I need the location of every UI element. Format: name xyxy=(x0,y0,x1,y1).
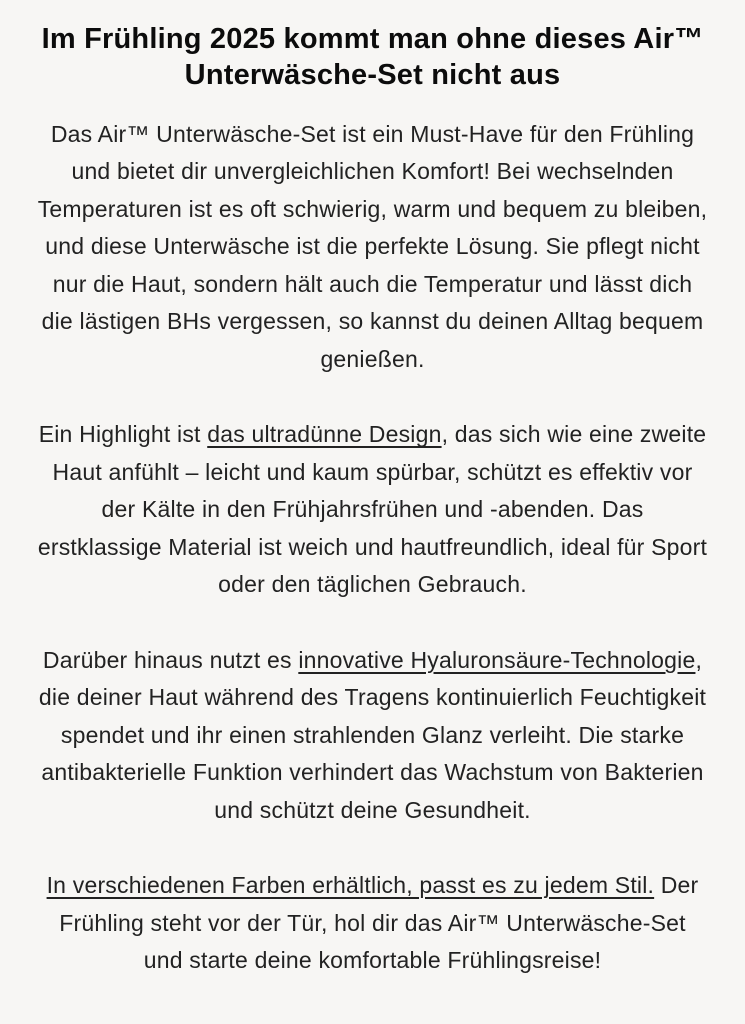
text-segment: Das Air™ Unterwäsche-Set ist ein Must-Have für den Frühling und bietet dir unvergleichlichen Komfort! Bei wechselnden Temperaturen ist es oft schwierig, warm und bequem zu bleiben, und diese Unterwäsche ist die perfekte Lösung. Sie pflegt nicht nur die Haut, sondern hält auch die Temperatur und lässt dich die lästigen BHs vergessen, so kannst du deinen Alltag bequem genießen. xyxy=(37,120,708,372)
paragraph xyxy=(37,642,709,829)
text-segment: Der Frühling steht vor der Tür, hol dir das Air™ Unterwäsche-Set und starte deine komfortable Frühlingsreise! xyxy=(59,872,699,974)
text-segment: Ein Highlight ist xyxy=(38,421,208,448)
underlined-text-segment: innovative Hyaluronsäure-Technologie xyxy=(298,646,696,673)
paragraph xyxy=(37,116,709,378)
text-segment: Darüber hinaus nutzt es xyxy=(42,646,299,673)
body-text xyxy=(20,116,725,980)
paragraph xyxy=(37,416,709,603)
text-segment: , das sich wie eine zweite Haut anfühlt – leicht und kaum spürbar, schützt es effektiv vor der Kälte in den Frühjahrsfrühen und -abenden. Das erstklassige Material ist weich und hautfreundlich, ideal für Sport oder den täglichen Gebrauch. xyxy=(37,421,708,598)
paragraph xyxy=(37,867,709,979)
underlined-text-segment: In verschiedenen Farben erhältlich, passt es zu jedem Stil. xyxy=(46,872,655,899)
page-title: Im Frühling 2025 kommt man ohne dieses Air™ Unterwäsche-Set nicht aus xyxy=(41,23,704,91)
text-segment: , die deiner Haut während des Tragens kontinuierlich Feuchtigkeit spendet und ihr einen strahlenden Glanz verleiht. Die starke antibakterielle Funktion verhindert das Wachstum von Bakterien und schützt deine Gesundheit. xyxy=(38,646,707,823)
underlined-text-segment: das ultradünne Design xyxy=(207,421,442,448)
